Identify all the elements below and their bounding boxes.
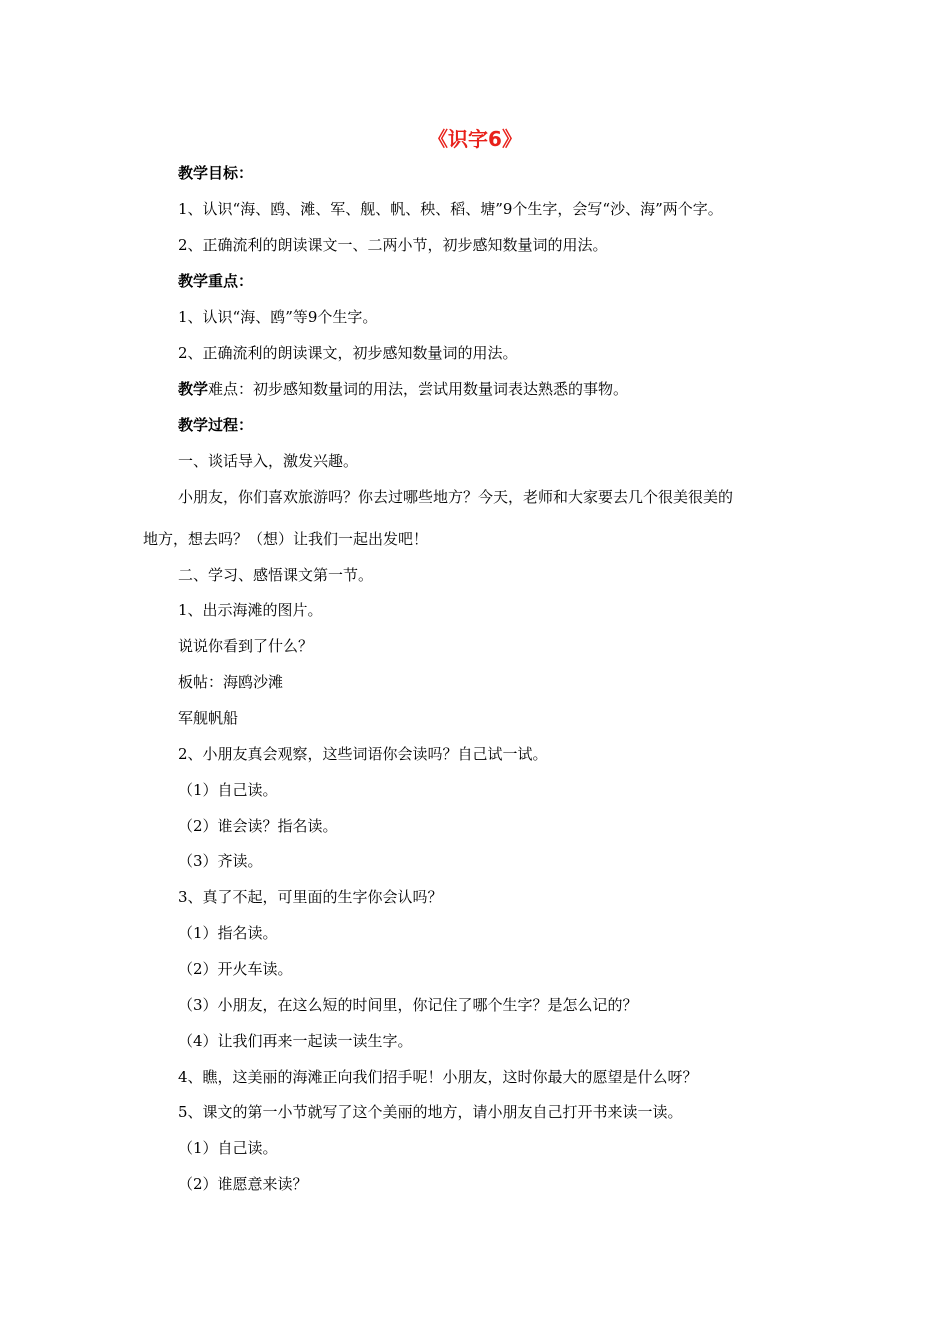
section-1: 一、谈话导入，激发兴趣。 [178,452,359,470]
step-3: 3、真了不起，可里面的生字你会认吗？ [178,888,443,906]
step-3-a: （1）指名读。 [178,924,278,942]
document-title: 《识字6》 [428,127,522,151]
goal-2: 2、正确流利的朗读课文一、二两小节，初步感知数量词的用法。 [178,236,608,254]
difficulty-line [178,378,628,400]
difficulty-text: 难点：初步感知数量词的用法，尝试用数量词表达熟悉的事物。 [208,380,629,398]
keypoint-2: 2、正确流利的朗读课文，初步感知数量词的用法。 [178,344,518,362]
step-3-c: （3）小朋友，在这么短的时间里，你记住了哪个生字？是怎么记的？ [178,996,638,1014]
goals-heading: 教学目标： [178,164,254,182]
goal-1: 1、认识“海、鸥、滩、军、舰、帆、秧、稻、塘”9个生字，会写“沙、海”两个字。 [178,200,723,218]
step-1-question: 说说你看到了什么？ [178,637,314,655]
intro-line-1: 小朋友，你们喜欢旅游吗？你去过哪些地方？今天，老师和大家要去几个很美很美的 [178,488,734,506]
step-5-a: （1）自己读。 [178,1139,278,1157]
step-2: 2、小朋友真会观察，这些词语你会读吗？自己试一试。 [178,745,548,763]
step-4: 4、瞧，这美丽的海滩正向我们招手呢！小朋友，这时你最大的愿望是什么呀？ [178,1068,698,1086]
section-2: 二、学习、感悟课文第一节。 [178,566,374,584]
step-1: 1、出示海滩的图片。 [178,601,323,619]
difficulty-label: 教学 [178,380,209,398]
keypoints-heading: 教学重点： [178,272,254,290]
board-2: 军舰帆船 [178,709,239,727]
intro-line-2: 地方，想去吗？（想）让我们一起出发吧！ [143,530,429,548]
process-heading: 教学过程： [178,416,254,434]
step-3-b: （2）开火车读。 [178,960,293,978]
step-5-b: （2）谁愿意来读？ [178,1175,308,1193]
step-2-c: （3）齐读。 [178,852,263,870]
step-2-a: （1）自己读。 [178,781,278,799]
board-1: 板帖：海鸥沙滩 [178,673,284,691]
keypoint-1: 1、认识“海、鸥”等9个生字。 [178,308,378,326]
step-2-b: （2）谁会读？指名读。 [178,817,338,835]
step-3-d: （4）让我们再来一起读一读生字。 [178,1032,413,1050]
step-5: 5、课文的第一小节就写了这个美丽的地方，请小朋友自己打开书来读一读。 [178,1103,683,1121]
